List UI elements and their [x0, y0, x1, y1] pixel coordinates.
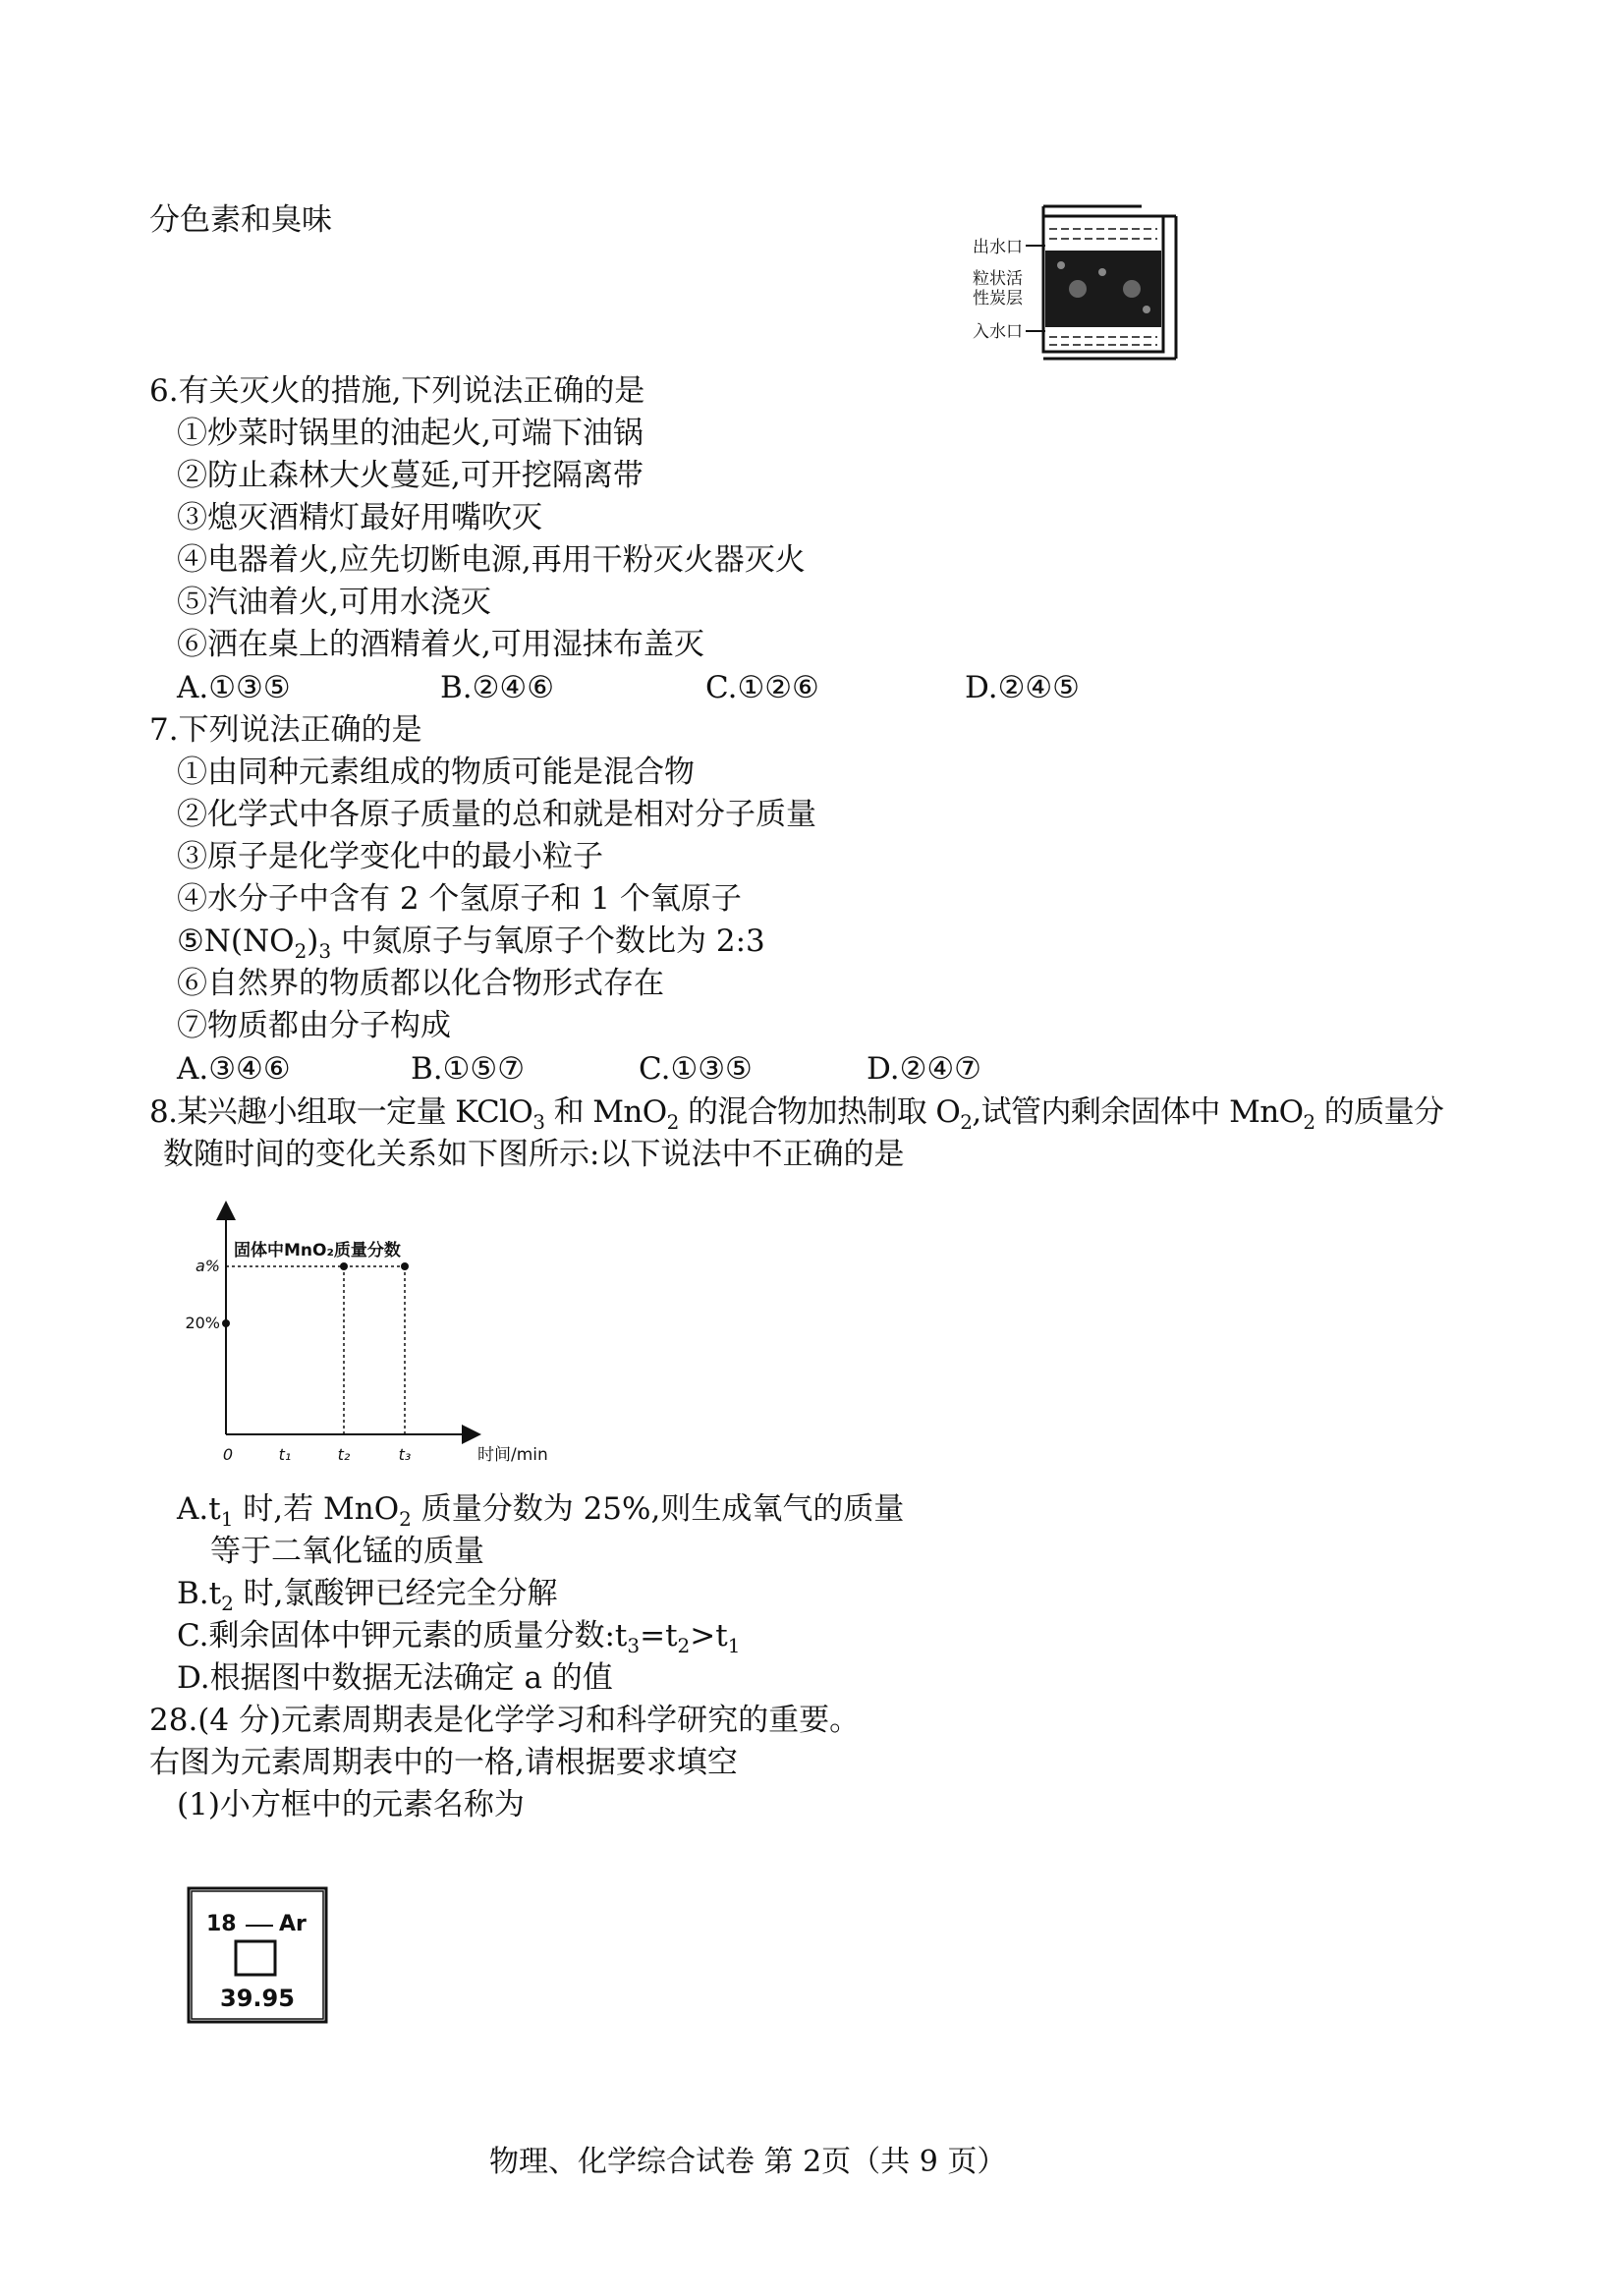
q8-option-d: D.根据图中数据无法确定 a 的值 [177, 1660, 613, 1696]
page-footer: 物理、化学综合试卷 第 2页（共 9 页） [489, 2145, 1007, 2179]
data-point-2 [401, 1262, 409, 1270]
activated-carbon-filter-figure [965, 201, 1191, 364]
x-tick-t1: t₁ [278, 1445, 292, 1464]
element-symbol: Ar [279, 1912, 307, 1936]
carbon-label-1: 粒状活 [973, 269, 1023, 289]
q7-stem: 7.下列说法正确的是 [149, 712, 422, 748]
element-cell-figure [187, 1886, 334, 2024]
q6-item-6: ⑥洒在桌上的酒精着火,可用湿抹布盖灭 [177, 627, 704, 662]
q8-stem-line2: 数随时间的变化关系如下图所示:以下说法中不正确的是 [163, 1137, 905, 1172]
atomic-number: 18 [206, 1912, 237, 1936]
q7-option-b: B.①⑤⑦ [411, 1051, 526, 1087]
q28-line2: 右图为元素周期表中的一格,请根据要求填空 [149, 1745, 738, 1780]
q7-item-4: ④水分子中含有 2 个氢原子和 1 个氧原子 [177, 881, 742, 917]
q7-option-d: D.②④⑦ [867, 1051, 981, 1087]
q6-item-5: ⑤汽油着火,可用水浇灭 [177, 585, 491, 620]
q7-option-a: A.③④⑥ [177, 1051, 291, 1087]
mno2-chart [177, 1199, 589, 1474]
x-tick-t3: t₃ [398, 1445, 412, 1464]
q8-option-b: $B.t_2$ 时,氯酸钾已经完全分解 [177, 1576, 558, 1615]
chart-y-label: 固体中MnO₂质量分数 [234, 1241, 401, 1260]
q6-item-4: ④电器着火,应先切断电源,再用干粉灭火器灭火 [177, 542, 806, 578]
outlet-label: 出水口 [973, 238, 1023, 257]
data-point-start [222, 1319, 230, 1327]
element-name-box [236, 1941, 275, 1975]
q6-stem: 6.有关灭火的措施,下列说法正确的是 [149, 373, 645, 409]
q7-item-3: ③原子是化学变化中的最小粒子 [177, 839, 603, 874]
chart-x-label: 时间/min [477, 1445, 548, 1465]
inlet-label: 入水口 [973, 322, 1023, 342]
intro-text: 分色素和臭味 [149, 202, 332, 238]
data-point-1 [340, 1262, 348, 1270]
q6-option-c: C.①②⑥ [705, 670, 819, 705]
atomic-mass: 39.95 [220, 1985, 295, 2012]
q6-option-b: B.②④⑥ [440, 670, 555, 705]
q7-item-5: $⑤N(NO_2)_3$ 中氮原子与氧原子个数比为 2:3 [177, 924, 765, 963]
q6-option-d: D.②④⑤ [965, 670, 1080, 705]
q6-item-1: ①炒菜时锅里的油起火,可端下油锅 [177, 416, 644, 451]
carbon-label-2: 性炭层 [973, 289, 1023, 308]
q8-option-c: C.剩余固体中钾元素的质量分数$:t_3=t_2>t_1$ [177, 1618, 741, 1657]
x-tick-t2: t₂ [337, 1445, 351, 1464]
q7-item-1: ①由同种元素组成的物质可能是混合物 [177, 755, 695, 790]
x-tick-0: 0 [222, 1445, 234, 1464]
q8-stem-line1: 8.某兴趣小组取一定量 KClO$_3$ 和 MnO$_2$ 的混合物加热制取 $O_2$,试管内剩余固体中 MnO$_2$ 的质量分 [149, 1094, 1444, 1134]
q7-item-2: ②化学式中各原子质量的总和就是相对分子质量 [177, 797, 816, 832]
q6-item-2: ②防止森林大火蔓延,可开挖隔离带 [177, 458, 644, 493]
y-tick-a: a% [195, 1257, 220, 1275]
q7-item-6: ⑥自然界的物质都以化合物形式存在 [177, 966, 664, 1001]
q7-option-c: C.①③⑤ [639, 1051, 753, 1087]
q28-stem: 28.(4 分)元素周期表是化学学习和科学研究的重要。 [149, 1703, 861, 1738]
q6-item-3: ③熄灭酒精灯最好用嘴吹灭 [177, 500, 542, 535]
q6-option-a: A.①③⑤ [177, 670, 291, 705]
q7-item-7: ⑦物质都由分子构成 [177, 1008, 451, 1043]
q8-option-a-line2: 等于二氧化锰的质量 [210, 1534, 484, 1569]
q28-sub1: (1)小方框中的元素名称为 [177, 1787, 525, 1822]
y-tick-20: 20% [185, 1314, 220, 1332]
q8-option-a-line1: $A.t_1$ 时,若 MnO$_2$ 质量分数为 25%,则生成氧气的质量 [177, 1491, 905, 1531]
